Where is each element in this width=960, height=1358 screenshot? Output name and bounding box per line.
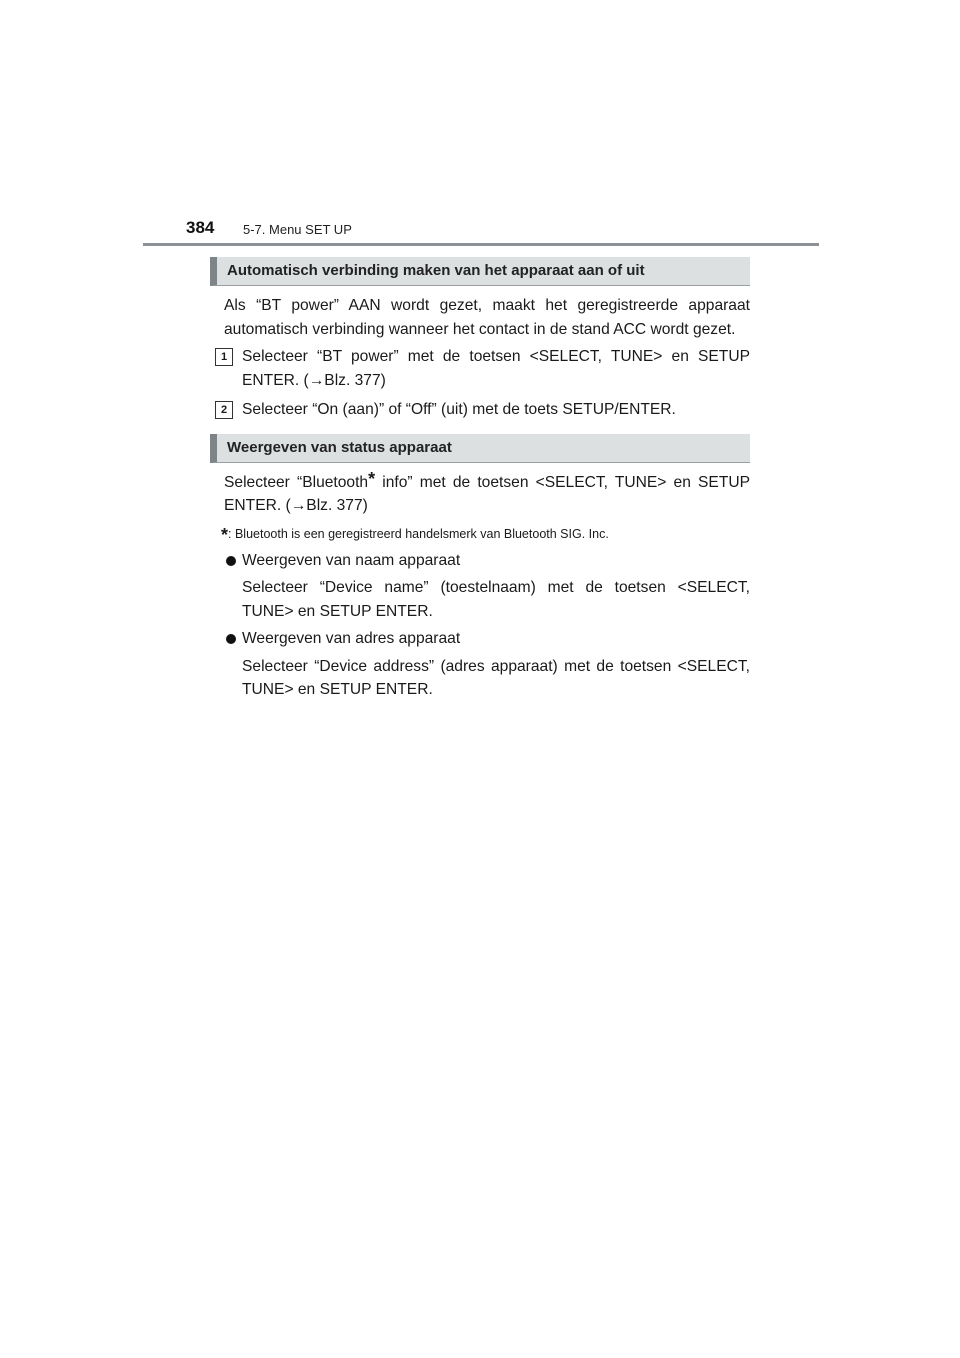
step-text: Selecteer “On (aan)” of “Off” (uit) met de toets SETUP/ENTER. xyxy=(242,401,676,418)
asterisk-mark: * xyxy=(368,468,376,489)
text-part: Selecteer “Bluetooth xyxy=(224,473,369,491)
bullet-item xyxy=(210,549,750,573)
page-number: 384 xyxy=(186,218,215,237)
bullet-title: Weergeven van naam apparaat xyxy=(242,551,461,569)
bullet-description: Selecteer “Device name” (toestelnaam) met de toetsen <SELECT, TUNE> en SETUP ENTER. xyxy=(242,579,750,620)
bullet-description: Selecteer “Device address” (adres apparaat) met de toetsen <SELECT, TUNE> en SETUP ENTER. xyxy=(242,657,750,698)
step-text: Selecteer “BT power” met de toetsen <SELECT, TUNE> en SETUP ENTER. (→Blz. 377) xyxy=(242,348,750,389)
bullet-icon xyxy=(226,556,236,566)
text-part: info” met de toetsen <SELECT, TUNE> en SETUP ENTER. (→Blz. 377) xyxy=(224,473,751,514)
step-number-badge: 1 xyxy=(215,348,233,366)
header-rule xyxy=(143,243,819,246)
step-1 xyxy=(210,345,750,392)
section-heading-auto-connect: Automatisch verbinding maken van het apparaat aan of uit xyxy=(210,257,750,286)
bullet-item xyxy=(210,627,750,651)
intro-paragraph: Als “BT power” AAN wordt gezet, maakt het geregistreerde apparaat automatisch verbinding wanneer het contact in de stand ACC wordt gezet. xyxy=(224,297,750,338)
bullet-title: Weergeven van adres apparaat xyxy=(242,630,461,647)
step-2 xyxy=(210,398,750,422)
asterisk-mark: * xyxy=(221,524,229,545)
bullet-icon xyxy=(226,634,236,644)
content xyxy=(210,257,750,702)
footnote-text: : Bluetooth is een geregistreerd handelsmerk van Bluetooth SIG. Inc. xyxy=(228,526,609,541)
section-label: 5-7. Menu SET UP xyxy=(243,222,352,237)
step-number-badge: 2 xyxy=(215,401,233,419)
device-status-paragraph xyxy=(210,468,751,518)
section-heading-device-status: Weergeven van status apparaat xyxy=(210,434,750,463)
footnote xyxy=(221,524,750,545)
